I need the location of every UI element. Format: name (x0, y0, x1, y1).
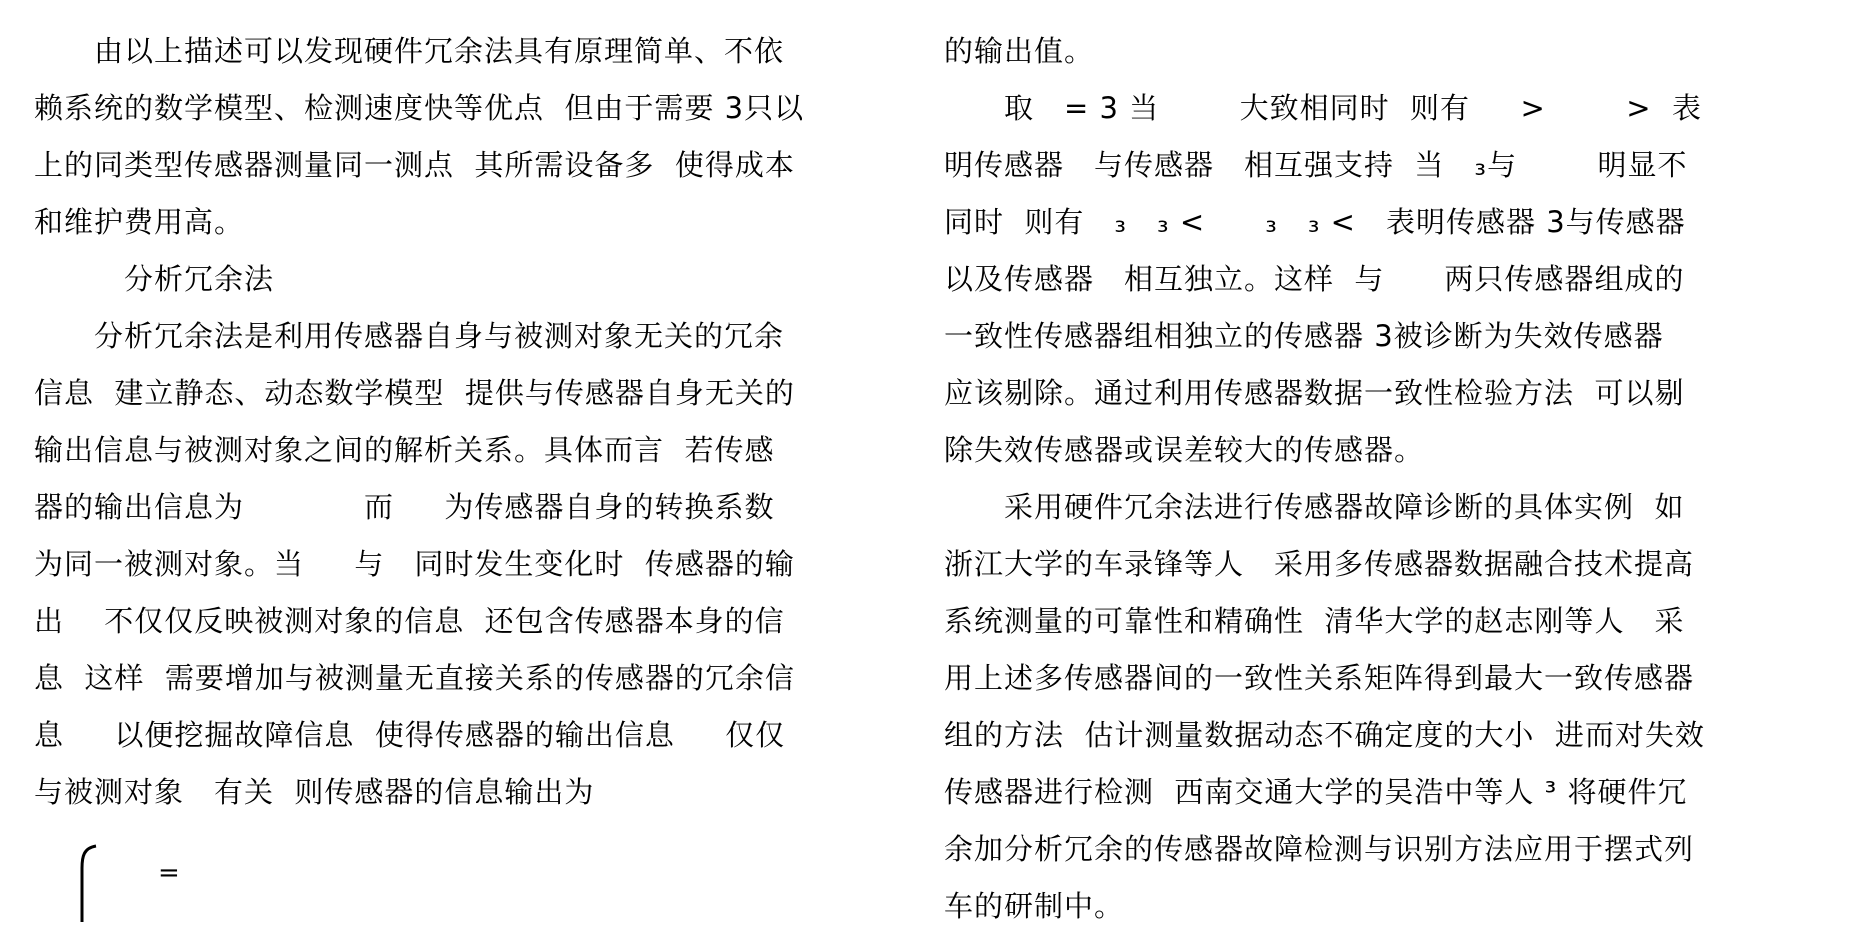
left-line-11: 出 不仅仅反映被测对象的信息 还包含传感器本身的信 (34, 604, 785, 638)
right-line-8: 除失效传感器或误差较大的传感器。 (944, 433, 1425, 467)
left-line-4: 和维护费用高。 (34, 205, 245, 239)
left-line-2: 赖系统的数学模型、检测速度快等优点 但由于需要 3只以 (34, 91, 805, 125)
right-line-7: 应该剔除。通过利用传感器数据一致性检验方法 可以剔 (944, 376, 1685, 410)
right-line-3: 明传感器 与传感器 相互强支持 当 ₃与 明显不 (944, 148, 1688, 182)
right-line-9: 采用硬件冗余法进行传感器故障诊断的具体实例 如 (944, 490, 1685, 524)
right-line-1: 的输出值。 (944, 34, 1095, 68)
right-line-6: 一致性传感器组相独立的传感器 3被诊断为失效传感器 (944, 319, 1664, 353)
right-line-15: 余加分析冗余的传感器故障检测与识别方法应用于摆式列 (944, 832, 1695, 866)
left-line-9: 器的输出信息为 而 为传感器自身的转换系数 (34, 490, 775, 524)
left-line-13: 息 以便挖掘故障信息 使得传感器的输出信息 仅仅 (34, 718, 786, 752)
right-line-12: 用上述多传感器间的一致性关系矩阵得到最大一致传感器 (944, 661, 1695, 695)
left-line-7: 信息 建立静态、动态数学模型 提供与传感器自身无关的 (34, 376, 795, 410)
left-line-1: 由以上描述可以发现硬件冗余法具有原理简单、不依 (34, 34, 785, 68)
right-line-5: 以及传感器 相互独立。这样 与 两只传感器组成的 (944, 262, 1685, 296)
left-line-14: 与被测对象 有关 则传感器的信息输出为 (34, 775, 595, 809)
right-line-4: 同时 则有 ₃ ₃ < ₃ ₃ < 表明传感器 3与传感器 (944, 205, 1686, 239)
right-line-14: 传感器进行检测 西南交通大学的吴浩中等人 ³ 将硬件冗 (944, 775, 1688, 809)
right-line-13: 组的方法 估计测量数据动态不确定度的大小 进而对失效 (944, 718, 1705, 752)
left-line-8: 输出信息与被测对象之间的解析关系。具体而言 若传感 (34, 433, 775, 467)
left-line-3: 上的同类型传感器测量同一测点 其所需设备多 使得成本 (34, 148, 795, 182)
left-line-12: 息 这样 需要增加与被测量无直接关系的传感器的冗余信 (34, 661, 795, 695)
right-line-10: 浙江大学的车录锋等人 采用多传感器数据融合技术提高 (944, 547, 1695, 581)
right-line-2: 取 = 3 当 大致相同时 则有 > > 表 (944, 91, 1702, 125)
section-heading: 分析冗余法 (34, 262, 275, 296)
formula-brace (66, 842, 106, 922)
left-line-6: 分析冗余法是利用传感器自身与被测对象无关的冗余 (34, 319, 785, 353)
right-line-16: 车的研制中。 (944, 889, 1125, 923)
left-line-10: 为同一被测对象。当 与 同时发生变化时 传感器的输 (34, 547, 795, 581)
right-line-11: 系统测量的可靠性和精确性 清华大学的赵志刚等人 采 (944, 604, 1685, 638)
formula-equals: = (158, 858, 180, 888)
